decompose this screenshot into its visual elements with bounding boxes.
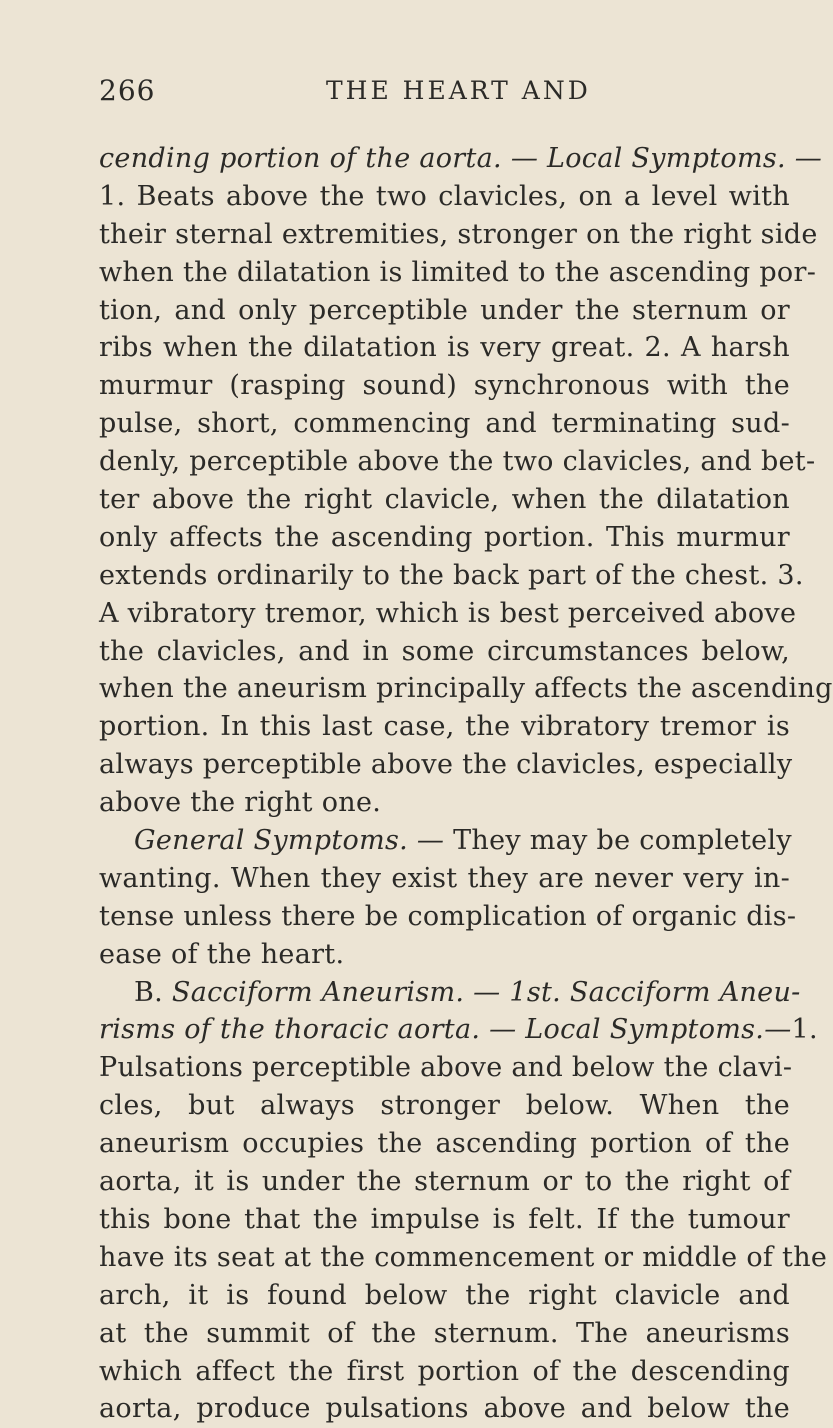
- text-segment: tense unless there be complication of organic dis-: [99, 900, 797, 932]
- text-line: [99, 822, 790, 860]
- text-line: [99, 481, 790, 519]
- text-line: [99, 670, 833, 708]
- text-line: [99, 898, 797, 936]
- text-segment: above the right one.: [99, 787, 382, 819]
- text-line: [99, 1087, 790, 1125]
- text-segment: A vibratory tremor, which is best perceived above: [99, 597, 797, 629]
- text-segment: the clavicles, and in some circumstances below,: [99, 635, 790, 667]
- text-segment: ease of the heart.: [99, 938, 345, 970]
- text-line: [99, 633, 790, 671]
- text-line: [99, 140, 823, 178]
- text-segment: aorta, it is under the sternum or to the right of: [99, 1166, 790, 1198]
- text-line: [99, 178, 790, 216]
- text-segment: portion. In this last case, the vibratory tremor is: [99, 711, 790, 743]
- text-segment: They may be completely: [444, 825, 792, 857]
- text-line: [99, 860, 790, 898]
- text-segment: aorta, produce pulsations above and below the: [99, 1393, 790, 1425]
- text-line: [99, 216, 818, 254]
- text-segment: wanting. When they exist they are never very in-: [99, 862, 790, 894]
- italic-text-segment: risms of the thoracic aorta. — Local Symptoms.—: [99, 1014, 792, 1046]
- text-line: [99, 557, 804, 595]
- text-line: [99, 708, 790, 746]
- italic-text-segment: Sacciform Aneurism. — 1st. Sacciform Aneu-: [171, 976, 801, 1008]
- text-segment: always perceptible above the clavicles, especially: [99, 749, 793, 781]
- text-line: [99, 405, 790, 443]
- italic-text-segment: General Symptoms. —: [134, 825, 445, 857]
- text-line: [99, 292, 790, 330]
- body-text: [99, 140, 833, 1428]
- text-segment: ribs when the dilatation is very great. 2. A harsh: [99, 332, 790, 364]
- text-segment: which affect the first portion of the descending: [99, 1355, 790, 1387]
- text-segment: at the summit of the sternum. The aneurisms: [99, 1317, 790, 1349]
- text-line: [99, 367, 790, 405]
- text-segment: their sternal extremities, stronger on the right side: [99, 218, 818, 250]
- text-line: [99, 254, 817, 292]
- running-head: [99, 74, 789, 114]
- text-line: [99, 443, 816, 481]
- text-line: [99, 1353, 790, 1391]
- text-line: [99, 1315, 790, 1353]
- text-line: [99, 519, 790, 557]
- text-segment: extends ordinarily to the back part of the chest. 3.: [99, 559, 804, 591]
- text-line: [99, 1277, 790, 1315]
- text-line: [99, 1011, 818, 1049]
- text-line: [99, 1201, 790, 1239]
- text-line: [99, 595, 797, 633]
- text-segment: aneurism occupies the ascending portion of the: [99, 1128, 790, 1160]
- italic-text-segment: cending portion of the aorta. — Local Symptoms. —: [99, 143, 823, 174]
- text-line: [99, 329, 790, 367]
- text-line: [99, 1049, 793, 1087]
- text-segment: pulse, short, commencing and terminating sud-: [99, 408, 790, 440]
- text-segment: only affects the ascending portion. This murmur: [99, 521, 790, 553]
- text-segment: Pulsations perceptible above and below the clavi-: [99, 1052, 793, 1084]
- text-line: [99, 1125, 790, 1163]
- text-line: [99, 1163, 790, 1201]
- text-segment: 1.: [791, 1014, 818, 1046]
- text-segment: arch, it is found below the right clavicle and: [99, 1279, 790, 1311]
- text-segment: denly, perceptible above the two clavicles, and bet-: [99, 446, 816, 478]
- text-segment: murmur (rasping sound) synchronous with the: [99, 370, 790, 402]
- text-segment: when the aneurism principally affects the ascending: [99, 673, 833, 705]
- text-line: [99, 974, 801, 1012]
- text-line: [99, 1390, 790, 1428]
- text-line: [99, 1239, 828, 1277]
- text-segment: cles, but always stronger below. When the: [99, 1090, 790, 1122]
- text-segment: 1. Beats above the two clavicles, on a level with: [99, 180, 790, 212]
- text-line: [99, 746, 793, 784]
- running-title: THE HEART AND: [326, 76, 591, 105]
- text-line: [99, 784, 790, 822]
- page-number: 266: [99, 74, 156, 107]
- text-segment: B.: [134, 976, 172, 1008]
- text-segment: ter above the right clavicle, when the dilatation: [99, 484, 790, 516]
- text-segment: have its seat at the commencement or middle of the: [99, 1241, 828, 1273]
- text-segment: tion, and only perceptible under the sternum or: [99, 294, 790, 326]
- text-segment: when the dilatation is limited to the ascending por-: [99, 256, 817, 288]
- text-line: [99, 936, 790, 974]
- text-segment: this bone that the impulse is felt. If the tumour: [99, 1203, 790, 1235]
